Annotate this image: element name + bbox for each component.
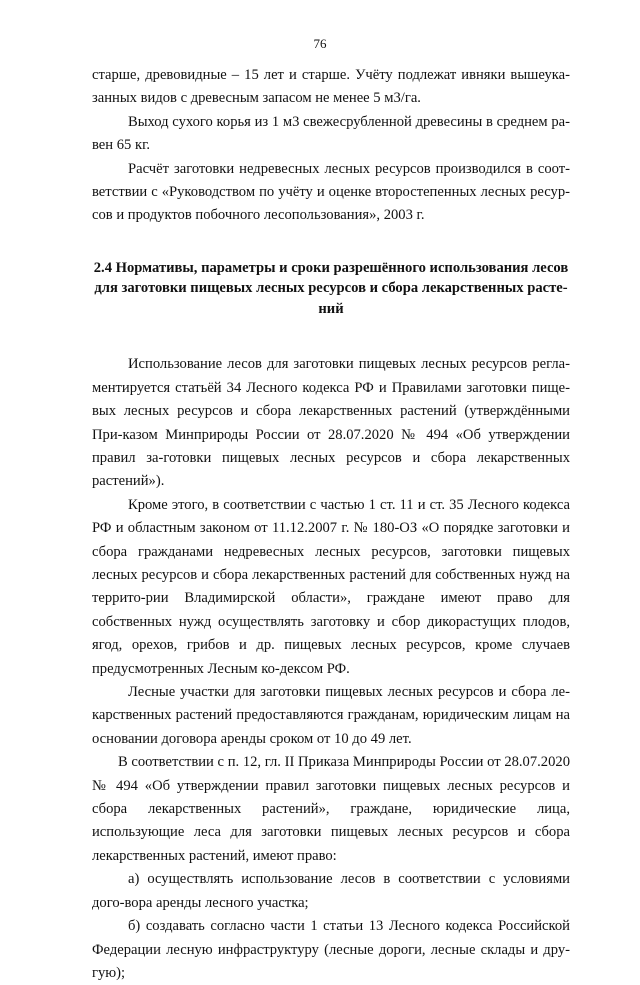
paragraph: Кроме этого, в соответствии с частью 1 ст. 11 и ст. 35 Лесного кодекса РФ и областным законом от 11.12.2007 г. № 180-ОЗ «О порядке заготовки и сбора гражданами недревесных лесных ресурсов, заготовки пищевых лесных ресурсов и сбора лекарственных растений для собственных нужд на террито-рии Владимирской области», граждане имеют право для собственных нужд осуществлять заготовку и сбор дикорастущих плодов, ягод, орехов, грибов и др. пищевых лесных ресурсов, кроме случаев предусмотренных Лесным ко-дексом РФ.	[92, 496, 570, 677]
list-item-b: б) создавать согласно части 1 статьи 13 Лесного кодекса Российской Федерации лесную инфраструктуру (лесные дороги, лесные склады и дру-гую);	[92, 918, 570, 981]
list-item-a: а) осуществлять использование лесов в соответствии с условиями дого-вора аренды лесного участка;	[92, 871, 570, 911]
paragraph: Использование лесов для заготовки пищевых лесных ресурсов регла-ментируется статьёй 34 Лесного кодекса РФ и Правилами заготовки пище-вых лесных ресурсов и сбора лекарственных растений (утверждёнными При-казом Минприроды России от 28.07.2020 № 494 «Об утверждении правил за-готовки пищевых лесных ресурсов и сбора лекарственных растений»).	[92, 356, 570, 490]
paragraph: В соответствии с п. 12, гл. II Приказа Минприроды России от 28.07.2020 № 494 «Об утверждении правил заготовки пищевых лесных ресурсов и сбора лекарственных растений», граждане, юридические лица, использующие леса для заготовки пищевых лесных ресурсов и сбора лекарственных растений, имеют право:	[92, 754, 570, 864]
page-number: 76	[313, 36, 327, 51]
paragraph: старше, древовидные – 15 лет и старше. Учёту подлежат ивняки вышеука-занных видов с древесным запасом не менее 5 м3/га.	[92, 67, 570, 107]
page-content	[92, 64, 570, 985]
paragraph: Выход сухого корья из 1 м3 свежесрубленной древесины в среднем ра-вен 65 кг.	[92, 113, 570, 154]
section-heading: 2.4 Нормативы, параметры и сроки разрешённого использования лесов для заготовки пищевых лесных ресурсов и сбора лекарственных расте-ний	[93, 259, 569, 317]
paragraph: Лесные участки для заготовки пищевых лесных ресурсов и сбора ле-карственных растений предоставляются гражданам, юридическим лицам на основании договора аренды сроком от 10 до 49 лет.	[92, 684, 570, 747]
paragraph: Расчёт заготовки недревесных лесных ресурсов производился в соот-ветствии с «Руководством по учёту и оценке второстепенных лесных ресур-сов и продуктов побочного лесопользования», 2003 г.	[92, 160, 570, 224]
